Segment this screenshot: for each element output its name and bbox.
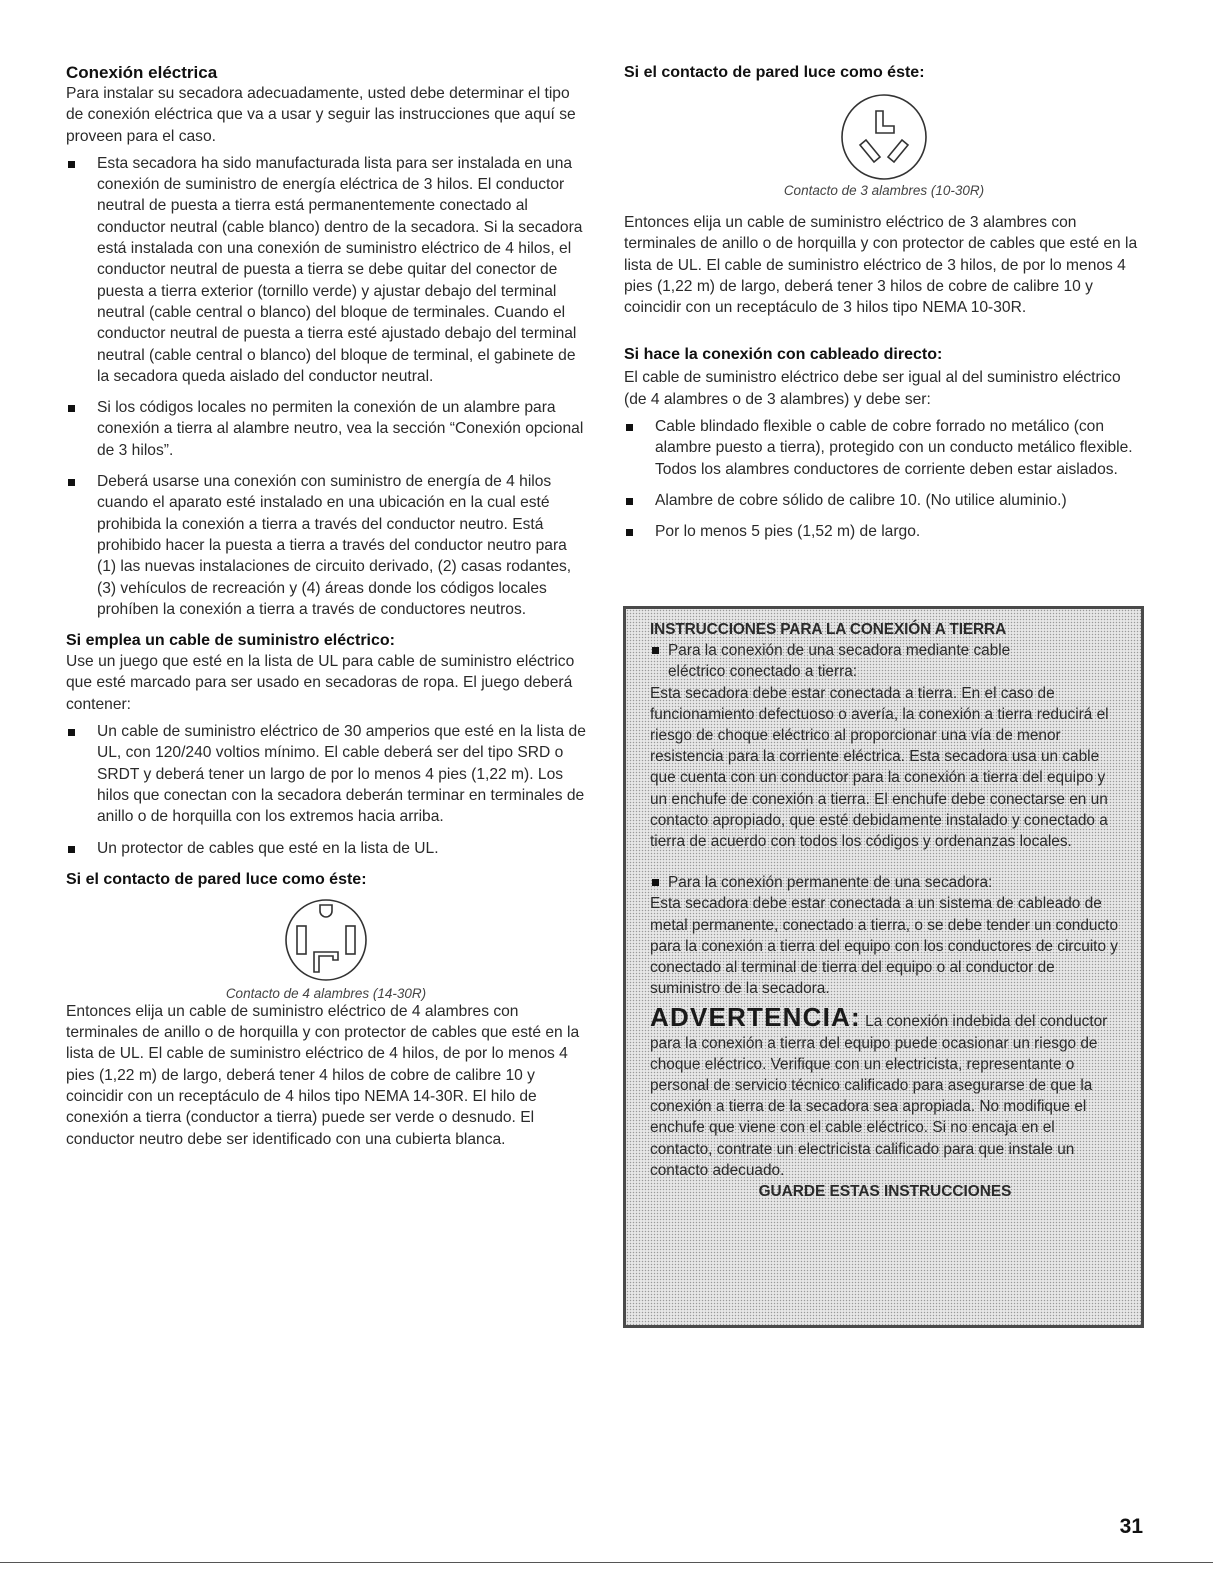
left-column [66,62,586,1150]
save-instructions: GUARDE ESTAS INSTRUCCIONES [758,1183,1012,1201]
direct-wire-intro: El cable de suministro eléctrico debe ser igual al del suministro eléctrico (de 4 alambres o de 3 alambres) y debe ser: [624,369,1121,408]
bullet-square-icon [68,729,75,736]
list-item-text: Cable blindado flexible o cable de cobre forrado no metálico (con alambre puesto a tierra), protegido con un conducto metálico flexible. Todos los alambres conductores de corriente deben estar aislados. [655,418,1133,478]
bullet-square-icon [626,529,633,536]
bullet-square-icon [68,846,75,853]
outlet-4-wire-caption: Contacto de 4 alambres (14-30R) [225,985,427,1001]
hot-slot-left [297,926,306,954]
page-number: 31 [1119,1515,1143,1538]
bullet-square-icon [68,479,75,486]
direct-wire-heading: Si hace la conexión con cableado directo: [624,346,943,364]
outlet-3-wire-text: Entonces elija un cable de suministro eléctrico de 3 alambres con terminales de anillo o de horquilla y con protector de cables que esté en la lista de UL. El cable de suministro eléctrico de 3 hilos, de por lo menos 4 pies (1,22 m) de largo, deberá tener 3 hilos de cobre de calibre 10 y coincidir con un receptáculo de 3 hilos tipo NEMA 10-30R. [624,214,1138,317]
outlet-face [286,900,366,980]
list-item-text: Si los códigos locales no permiten la conexión de un alambre para conexión a tierra al alambre neutro, vea la sección “Conexión opcional de 3 hilos”. [97,399,584,459]
grounding-item-cord-body: Esta secadora debe estar conectada a tierra. En el caso de funcionamiento defectuoso o avería, la conexión a tierra reducirá el riesgo de choque eléctrico al proporcionar una vía de menor resistencia para la corriente eléctrica. Esta secadora usa un cable que cuenta con un conductor para la conexión a tierra del equipo y un enchufe de conexión a tierra. El enchufe debe conectarse en un contacto apropiado, que esté debidamente instalado y conectado a tierra de acuerdo con todos los códigos y ordenanzas locales. [650,684,1109,851]
list-item-text: Un protector de cables que esté en la lista de UL. [97,839,439,857]
list-item-text: Alambre de cobre sólido de calibre 10. (No utilice aluminio.) [655,491,1067,509]
outlet-4-wire-diagram [276,896,376,986]
list-item [66,721,586,827]
outlet-3-wire-diagram [834,91,934,183]
footer-rule [0,1562,1213,1563]
outlet-3-wire-caption: Contacto de 3 alambres (10-30R) [783,183,985,198]
list-item [624,490,1144,511]
list-item [66,153,586,387]
hot-slot-right [346,926,355,954]
grounding-item-permanent-label: Para la conexión permanente de una secadora: [668,874,993,892]
direct-wire-bullet-list [624,416,1144,542]
list-item-text: Un cable de suministro eléctrico de 30 amperios que esté en la lista de UL, con 120/240 voltios mínimo. El cable deberá ser del tipo SRD o SRDT y deberá tener un largo de por lo menos 4 pies (1,22 m). Los hilos que conectan con la secadora deberán terminar en terminales de anillo o de horquilla con los extremos hacia arriba. [97,723,586,826]
bullet-square-icon [652,879,659,886]
outlet-4-wire-text: Entonces elija un cable de suministro eléctrico de 4 alambres con terminales de anillo o de horquilla y con protector de cables que esté en la lista de UL. El cable de suministro eléctrico de 4 hilos, de por lo menos 4 pies (1,22 m) de largo, deberá tener 4 hilos de cobre de calibre 10 y coincidir con un receptáculo de 4 hilos tipo NEMA 14-30R. El hilo de conexión a tierra (conductor a tierra) puede ser verde o desnudo. El conductor neutro debe ser identificado con una cubierta blanca. [66,1002,580,1148]
angled-slot-right [888,140,908,162]
intro-paragraph: Para instalar su secadora adecuadamente, usted debe determinar el tipo de conexión eléctrica que va a usar y seguir las instrucciones que aquí se proveen para el caso. [66,85,576,145]
grounding-item-permanent [650,872,1120,893]
bullet-square-icon [626,498,633,505]
grounding-item-permanent-body: Esta secadora debe estar conectada a un sistema de cableado de metal permanente, conectado a tierra, o se debe tender un conducto para la conexión a tierra del equipo con los conductores de circuito y conectado al terminal de tierra del equipo o al conductor de suministro de la secadora. [650,895,1119,998]
grounding-instructions-title: INSTRUCCIONES PARA LA CONEXIÓN A TIERRA [650,621,1007,638]
electrical-bullet-list [66,153,586,620]
list-item-text: Por lo menos 5 pies (1,52 m) de largo. [655,523,921,541]
section-heading-electrical: Conexión eléctrica [66,63,218,82]
list-item [66,838,586,859]
right-column [624,62,1144,553]
outlet-heading-3-wire: Si el contacto de pared luce como éste: [624,64,925,81]
list-item [624,416,1144,480]
list-item [66,471,586,620]
bullet-square-icon [68,405,75,412]
bullet-square-icon [68,161,75,168]
l-slot [876,111,894,133]
ground-slot [320,905,332,917]
cord-bullet-list [66,721,586,859]
list-item [624,521,1144,542]
grounding-item-cord-label: Para la conexión de una secadora mediante cable [668,642,1011,660]
angled-slot-left [860,140,880,162]
bullet-square-icon [626,424,633,431]
bullet-square-icon [652,647,659,654]
warning-text: La conexión indebida del conductor para la conexión a tierra del equipo puede ocasionar un riesgo de choque eléctrico. Verifique con un electricista, representante o personal de servicio técnico calificado para asegurarse de que la conexión a tierra de la secadora sea apropiada. No modifique el enchufe que viene con el cable eléctrico. Si no encaja en el contacto, contrate un electricista calificado para que instale un contacto adecuado. [650,1013,1108,1179]
outlet-face [842,95,926,179]
warning-paragraph [650,1002,1120,1181]
warning-label: ADVERTENCIA: [650,1002,861,1033]
grounding-instructions-content [650,619,1120,1202]
neutral-slot [314,952,338,972]
outlet-heading-4-wire: Si el contacto de pared luce como éste: [66,870,367,888]
grounding-item-cord [650,640,1120,661]
cord-intro: Use un juego que esté en la lista de UL para cable de suministro eléctrico que esté marcado para ser usado en secadoras de ropa. El juego deberá contener: [66,653,575,713]
cord-heading: Si emplea un cable de suministro eléctrico: [66,632,395,650]
list-item-text: Deberá usarse una conexión con suministro de energía de 4 hilos cuando el aparato esté instalado en una ubicación en la cual esté prohibida la conexión a tierra a través del conductor neutro. Está prohibido hacer la puesta a tierra a través del conductor neutro para (1) las nuevas instalaciones de circuito derivado, (2) casas rodantes, (3) vehículos de recreación y (4) áreas donde los códigos locales prohíben la conexión a tierra a través de conductores neutros. [97,473,572,618]
grounding-item-cord-cont: eléctrico conectado a tierra: [668,663,858,681]
list-item-text: Esta secadora ha sido manufacturada lista para ser instalada en una conexión de suministro de energía eléctrica de 3 hilos. El conductor neutral de puesta a tierra está permanentemente conectado al conductor neutral (cable blanco) dentro de la secadora. Si la secadora está instalada con una conexión de suministro eléctrico de 4 hilos, el conductor neutral de puesta a tierra se debe quitar del conector de puesta a tierra exterior (tornillo verde) y ajustar debajo del terminal neutral (cable central o blanco) del bloque de terminales. Cuando el conductor neutral de puesta a tierra esté ajustado debajo del terminal neutral (cable central o blanco) del bloque de terminal, el gabinete de la secadora queda aislado del conductor neutral. [97,154,583,385]
grounding-instructions-box [623,606,1144,1328]
list-item [66,397,586,461]
